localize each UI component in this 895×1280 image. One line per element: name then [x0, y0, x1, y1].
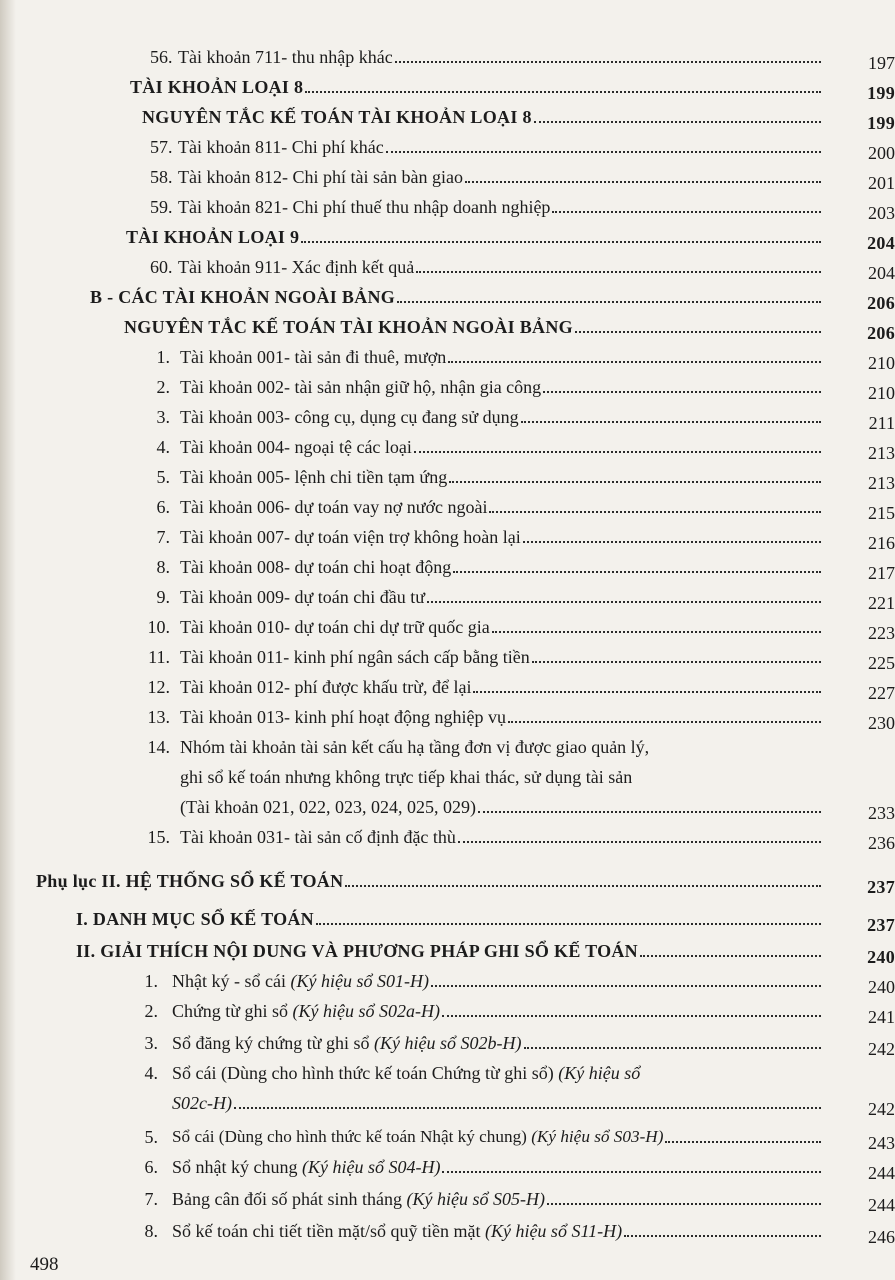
- entry-number: 14.: [147, 737, 170, 757]
- entry-page: 206: [867, 323, 895, 343]
- entry-page: 199: [867, 83, 895, 103]
- entry-title: Tài khoản 013- kinh phí hoạt động nghiệp vụ: [180, 707, 506, 727]
- dot-leader: [345, 885, 821, 887]
- toc-entry[interactable]: [140, 344, 895, 373]
- toc-entry[interactable]: [130, 1218, 895, 1247]
- entry-number: 4.: [156, 437, 170, 457]
- dot-leader: [448, 361, 821, 363]
- entry-number: 7.: [144, 1189, 158, 1209]
- entry-number: 6.: [156, 497, 170, 517]
- heading-title: Phụ lục II. HỆ THỐNG SỔ KẾ TOÁN: [36, 871, 344, 891]
- entry-number: 59.: [150, 197, 173, 217]
- toc-entry[interactable]: [140, 674, 895, 703]
- entry-page: 215: [868, 503, 895, 523]
- entry-page: 213: [868, 443, 895, 463]
- entry-continuation: [180, 766, 632, 788]
- entry-title: Tài khoản 004- ngoại tệ các loại: [180, 437, 412, 457]
- dot-leader: [492, 631, 821, 633]
- toc-heading[interactable]: [124, 314, 895, 343]
- entry-page: 244: [868, 1163, 895, 1183]
- toc-entry[interactable]: [130, 998, 895, 1027]
- dot-leader: [305, 91, 821, 93]
- dot-leader: [575, 331, 821, 333]
- dot-leader: [431, 985, 821, 987]
- entry-number: 13.: [147, 707, 170, 727]
- entry-page: 242: [868, 1099, 895, 1119]
- dot-leader: [386, 151, 821, 153]
- dot-leader: [458, 841, 821, 843]
- entry-number: 1.: [156, 347, 170, 367]
- entry-title: Tài khoản 821- Chi phí thuế thu nhập doanh nghiệp: [178, 197, 551, 217]
- entry-number: 9.: [156, 587, 170, 607]
- entry-page: 237: [867, 915, 895, 935]
- heading-title: B - CÁC TÀI KHOẢN NGOÀI BẢNG: [90, 287, 396, 307]
- entry-title-line: ghi sổ kế toán nhưng không trực tiếp khai thác, sử dụng tài sản: [180, 767, 633, 787]
- dot-leader: [234, 1107, 821, 1109]
- entry-title: Tài khoản 012- phí được khấu trừ, để lại: [180, 677, 472, 697]
- dot-leader: [316, 923, 821, 925]
- entry-title: Tài khoản 007- dự toán viện trợ không hoàn lại: [180, 527, 521, 547]
- entry-page: 197: [868, 53, 895, 73]
- entry-number: 3.: [144, 1033, 158, 1053]
- entry-title-line: Sổ cái (Dùng cho hình thức kế toán Chứng từ ghi sổ): [172, 1063, 559, 1083]
- dot-leader: [508, 721, 821, 723]
- dot-leader: [414, 451, 821, 453]
- heading-title: I. DANH MỤC SỔ KẾ TOÁN: [76, 909, 314, 929]
- dot-leader: [543, 391, 821, 393]
- entry-number: 5.: [144, 1127, 158, 1147]
- entry-number: 15.: [147, 827, 170, 847]
- entry-title: Bảng cân đối số phát sinh tháng (Ký hiệu sổ S05-H): [172, 1189, 545, 1209]
- entry-page: 210: [868, 353, 895, 373]
- toc-heading[interactable]: [142, 104, 895, 133]
- toc-entry[interactable]: [140, 524, 895, 553]
- entry-page: 233: [868, 803, 895, 823]
- dot-leader: [449, 481, 821, 483]
- entry-page: 243: [868, 1133, 895, 1153]
- entry-page: 223: [868, 623, 895, 643]
- entry-title: Sổ nhật ký chung (Ký hiệu sổ S04-H): [172, 1157, 441, 1177]
- entry-title: (Tài khoản 021, 022, 023, 024, 025, 029): [180, 797, 476, 817]
- toc-entry[interactable]: [140, 374, 895, 403]
- dot-leader: [534, 121, 821, 123]
- entry-title: Sổ cái (Dùng cho hình thức kế toán Nhật ký chung) (Ký hiệu sổ S03-H): [172, 1127, 664, 1146]
- toc-entry[interactable]: [130, 1154, 895, 1183]
- entry-title: Nhật ký - sổ cái (Ký hiệu sổ S01-H): [172, 971, 429, 991]
- dot-leader: [473, 691, 821, 693]
- toc-entry-tail[interactable]: [180, 794, 895, 823]
- toc-entry[interactable]: [150, 44, 895, 73]
- entry-page: 240: [868, 977, 895, 997]
- dot-leader: [552, 211, 821, 213]
- toc-entry-multiline[interactable]: [140, 736, 649, 758]
- toc-entry[interactable]: [130, 1124, 895, 1153]
- toc-entry-tail[interactable]: [172, 1090, 895, 1119]
- entry-page: 211: [868, 413, 895, 433]
- entry-title: Sổ đăng ký chứng từ ghi sổ (Ký hiệu sổ S02b-H): [172, 1033, 522, 1053]
- toc-entry[interactable]: [140, 464, 895, 493]
- dot-leader: [397, 301, 821, 303]
- toc-entry[interactable]: [140, 614, 895, 643]
- entry-number: 8.: [144, 1221, 158, 1241]
- entry-number: 4.: [144, 1063, 158, 1083]
- entry-page: 241: [868, 1007, 895, 1027]
- dot-leader: [624, 1235, 821, 1237]
- toc-heading[interactable]: [76, 906, 895, 935]
- entry-number: 2.: [156, 377, 170, 397]
- entry-page: 240: [867, 947, 895, 967]
- dot-leader: [524, 1047, 822, 1049]
- entry-number: 57.: [150, 137, 173, 157]
- toc-heading[interactable]: [130, 74, 895, 103]
- toc-heading[interactable]: [90, 284, 895, 313]
- heading-title: NGUYÊN TẮC KẾ TOÁN TÀI KHOẢN NGOÀI BẢNG: [124, 317, 573, 337]
- dot-leader: [521, 421, 821, 423]
- entry-number: 3.: [156, 407, 170, 427]
- entry-page: 242: [868, 1039, 895, 1059]
- entry-title: Sổ kế toán chi tiết tiền mặt/sổ quỹ tiền mặt (Ký hiệu sổ S11-H): [172, 1221, 623, 1241]
- dot-leader: [465, 181, 821, 183]
- toc-heading[interactable]: [36, 868, 895, 897]
- entry-title-line: Nhóm tài khoản tài sản kết cấu hạ tầng đơn vị được giao quản lý,: [180, 737, 650, 757]
- dot-leader: [478, 811, 821, 813]
- toc-entry[interactable]: [150, 134, 895, 163]
- toc-entry[interactable]: [150, 164, 895, 193]
- entry-page: 204: [868, 263, 895, 283]
- dot-leader: [532, 661, 821, 663]
- entry-number: 58.: [150, 167, 173, 187]
- entry-title: Tài khoản 811- Chi phí khác: [178, 137, 384, 157]
- entry-number: 10.: [147, 617, 170, 637]
- dot-leader: [427, 601, 821, 603]
- toc-entry[interactable]: [140, 584, 895, 613]
- entry-title: Tài khoản 008- dự toán chi hoạt động: [180, 557, 452, 577]
- entry-title: Chứng từ ghi sổ (Ký hiệu sổ S02a-H): [172, 1001, 441, 1021]
- entry-page: 246: [868, 1227, 895, 1247]
- dot-leader: [523, 541, 821, 543]
- entry-page: 227: [868, 683, 895, 703]
- entry-title: Tài khoản 911- Xác định kết quả: [178, 257, 415, 277]
- entry-title: Tài khoản 009- dự toán chi đầu tư: [180, 587, 425, 607]
- entry-number: 5.: [156, 467, 170, 487]
- toc-entry[interactable]: [130, 968, 895, 997]
- entry-number: 6.: [144, 1157, 158, 1177]
- entry-number: 2.: [144, 1001, 158, 1021]
- entry-page: 225: [868, 653, 895, 673]
- dot-leader: [640, 955, 821, 957]
- entry-title: Tài khoản 006- dự toán vay nợ nước ngoài: [180, 497, 488, 517]
- toc-entry[interactable]: [140, 704, 895, 733]
- entry-title: Tài khoản 003- công cụ, dụng cụ đang sử dụng: [180, 407, 519, 427]
- entry-page: 206: [867, 293, 895, 313]
- heading-title: TÀI KHOẢN LOẠI 8: [130, 77, 304, 97]
- dot-leader: [301, 241, 821, 243]
- entry-number: 56.: [150, 47, 173, 67]
- dot-leader: [547, 1203, 821, 1205]
- toc-entry[interactable]: [140, 554, 895, 583]
- dot-leader: [442, 1015, 821, 1017]
- entry-page: 216: [868, 533, 895, 553]
- page-number: 498: [30, 1254, 59, 1275]
- entry-title: Tài khoản 005- lệnh chi tiền tạm ứng: [180, 467, 448, 487]
- entry-page: 210: [868, 383, 895, 403]
- dot-leader: [395, 61, 821, 63]
- dot-leader: [489, 511, 821, 513]
- toc-heading[interactable]: [126, 224, 895, 253]
- entry-page: 230: [868, 713, 895, 733]
- heading-title: NGUYÊN TẮC KẾ TOÁN TÀI KHOẢN LOẠI 8: [142, 107, 532, 127]
- dot-leader: [442, 1171, 821, 1173]
- entry-page: 221: [868, 593, 895, 613]
- dot-leader: [665, 1141, 821, 1143]
- entry-title: S02c-H): [172, 1093, 232, 1113]
- entry-title: Tài khoản 011- kinh phí ngân sách cấp bằng tiền: [180, 647, 530, 667]
- dot-leader: [453, 571, 821, 573]
- entry-number: 1.: [144, 971, 158, 991]
- entry-page: 236: [868, 833, 895, 853]
- entry-number: 60.: [150, 257, 173, 277]
- heading-title: TÀI KHOẢN LOẠI 9: [126, 227, 300, 247]
- heading-title: II. GIẢI THÍCH NỘI DUNG VÀ PHƯƠNG PHÁP GHI SỔ KẾ TOÁN: [76, 941, 638, 961]
- toc-entry[interactable]: [140, 824, 895, 853]
- toc-entry[interactable]: [140, 404, 895, 433]
- dot-leader: [416, 271, 821, 273]
- entry-title: Tài khoản 031- tài sản cố định đặc thù: [180, 827, 456, 847]
- entry-page: 204: [867, 233, 895, 253]
- toc-entry[interactable]: [140, 494, 895, 523]
- entry-title: Tài khoản 711- thu nhập khác: [178, 47, 393, 67]
- toc-entry[interactable]: [130, 1030, 895, 1059]
- toc-entry[interactable]: [150, 254, 895, 283]
- toc-entry-multiline[interactable]: [130, 1062, 640, 1084]
- entry-number: 7.: [156, 527, 170, 547]
- entry-title: Tài khoản 812- Chi phí tài sản bàn giao: [178, 167, 463, 187]
- entry-number: 11.: [148, 647, 170, 667]
- toc-entry[interactable]: [140, 644, 895, 673]
- toc-heading[interactable]: [76, 938, 895, 967]
- toc-entry[interactable]: [140, 434, 895, 463]
- entry-page: 244: [868, 1195, 895, 1215]
- entry-number: 12.: [147, 677, 170, 697]
- entry-page: 201: [868, 173, 895, 193]
- entry-page: 237: [867, 877, 895, 897]
- entry-page: 203: [868, 203, 895, 223]
- entry-number: 8.: [156, 557, 170, 577]
- entry-symbol-line: (Ký hiệu sổ: [558, 1063, 641, 1083]
- entry-page: 199: [867, 113, 895, 133]
- page-gutter-shadow: [0, 0, 16, 1280]
- entry-page: 217: [868, 563, 895, 583]
- entry-page: 200: [868, 143, 895, 163]
- entry-title: Tài khoản 010- dự toán chi dự trữ quốc gia: [180, 617, 490, 637]
- toc-entry[interactable]: [130, 1186, 895, 1215]
- entry-title: Tài khoản 002- tài sản nhận giữ hộ, nhận gia công: [180, 377, 542, 397]
- entry-page: 213: [868, 473, 895, 493]
- toc-entry[interactable]: [150, 194, 895, 223]
- entry-title: Tài khoản 001- tài sản đi thuê, mượn: [180, 347, 447, 367]
